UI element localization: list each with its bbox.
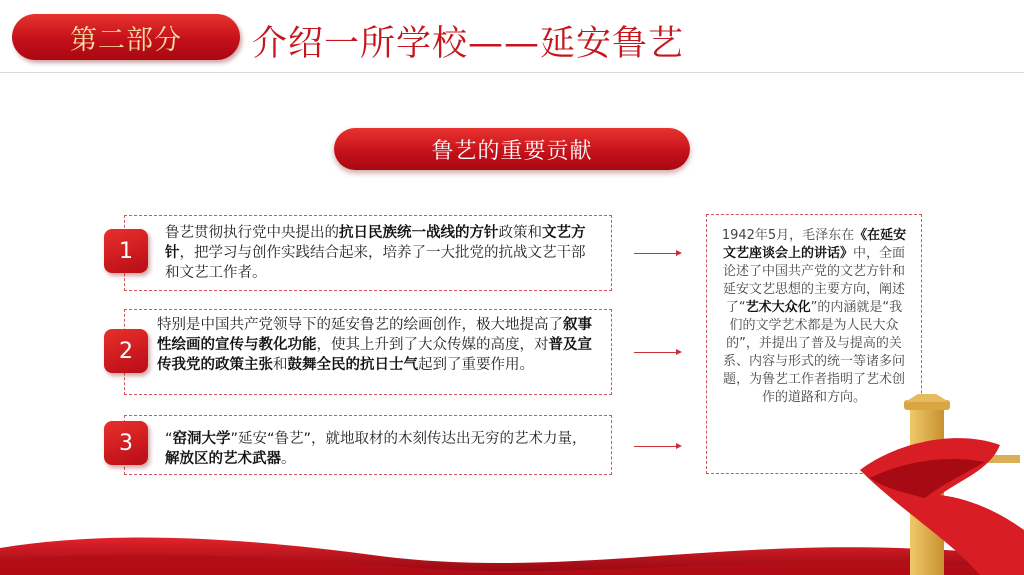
page-title: 介绍一所学校——延安鲁艺 — [252, 24, 685, 64]
arrow-1 — [634, 253, 680, 254]
item-box-1 — [124, 215, 612, 291]
note-text: 1942年5月，毛泽东在《在延安文艺座谈会上的讲话》中，全面论述了中国共产党的文艺方针和延安文艺思想的主要方向，阐述了“艺术大众化”的内涵就是“我们的文学艺术都是为人民大众的”，并提出了普及与提高的关系、内容与形式的统一等诸多问题，为鲁艺工作者指明了艺术创作的道路和方向。 — [721, 228, 907, 405]
item-text-3: “窑洞大学”延安“鲁艺”，就地取材的木刻传达出无穷的艺术力量，解放区的艺术武器。 — [165, 431, 587, 467]
item-box-3 — [124, 415, 612, 475]
item-text-2: 特别是中国共产党领导下的延安鲁艺的绘画创作，极大地提高了叙事性绘画的宣传与教化功能，使其上升到了大众传媒的高度，对普及宣传我党的政策主张和鼓舞全民的抗日士气起到了重要作用。 — [157, 317, 592, 373]
section-label: 第二部分 — [70, 24, 182, 56]
arrow-2 — [634, 352, 680, 353]
item-number-badge-3: 3 — [104, 421, 148, 465]
section-badge — [12, 14, 240, 60]
arrow-3 — [634, 446, 680, 447]
item-box-2 — [124, 309, 612, 395]
item-number-badge-2: 2 — [104, 329, 148, 373]
subtitle-pill — [334, 128, 690, 170]
subtitle-text: 鲁艺的重要贡献 — [431, 138, 593, 164]
item-text-1: 鲁艺贯彻执行党中央提出的抗日民族统一战线的方针政策和文艺方针，把学习与创作实践结合起来，培养了一大批党的抗战文艺干部和文艺工作者。 — [165, 225, 586, 281]
header-divider — [0, 72, 1024, 73]
note-box — [706, 214, 922, 474]
item-number-badge-1: 1 — [104, 229, 148, 273]
